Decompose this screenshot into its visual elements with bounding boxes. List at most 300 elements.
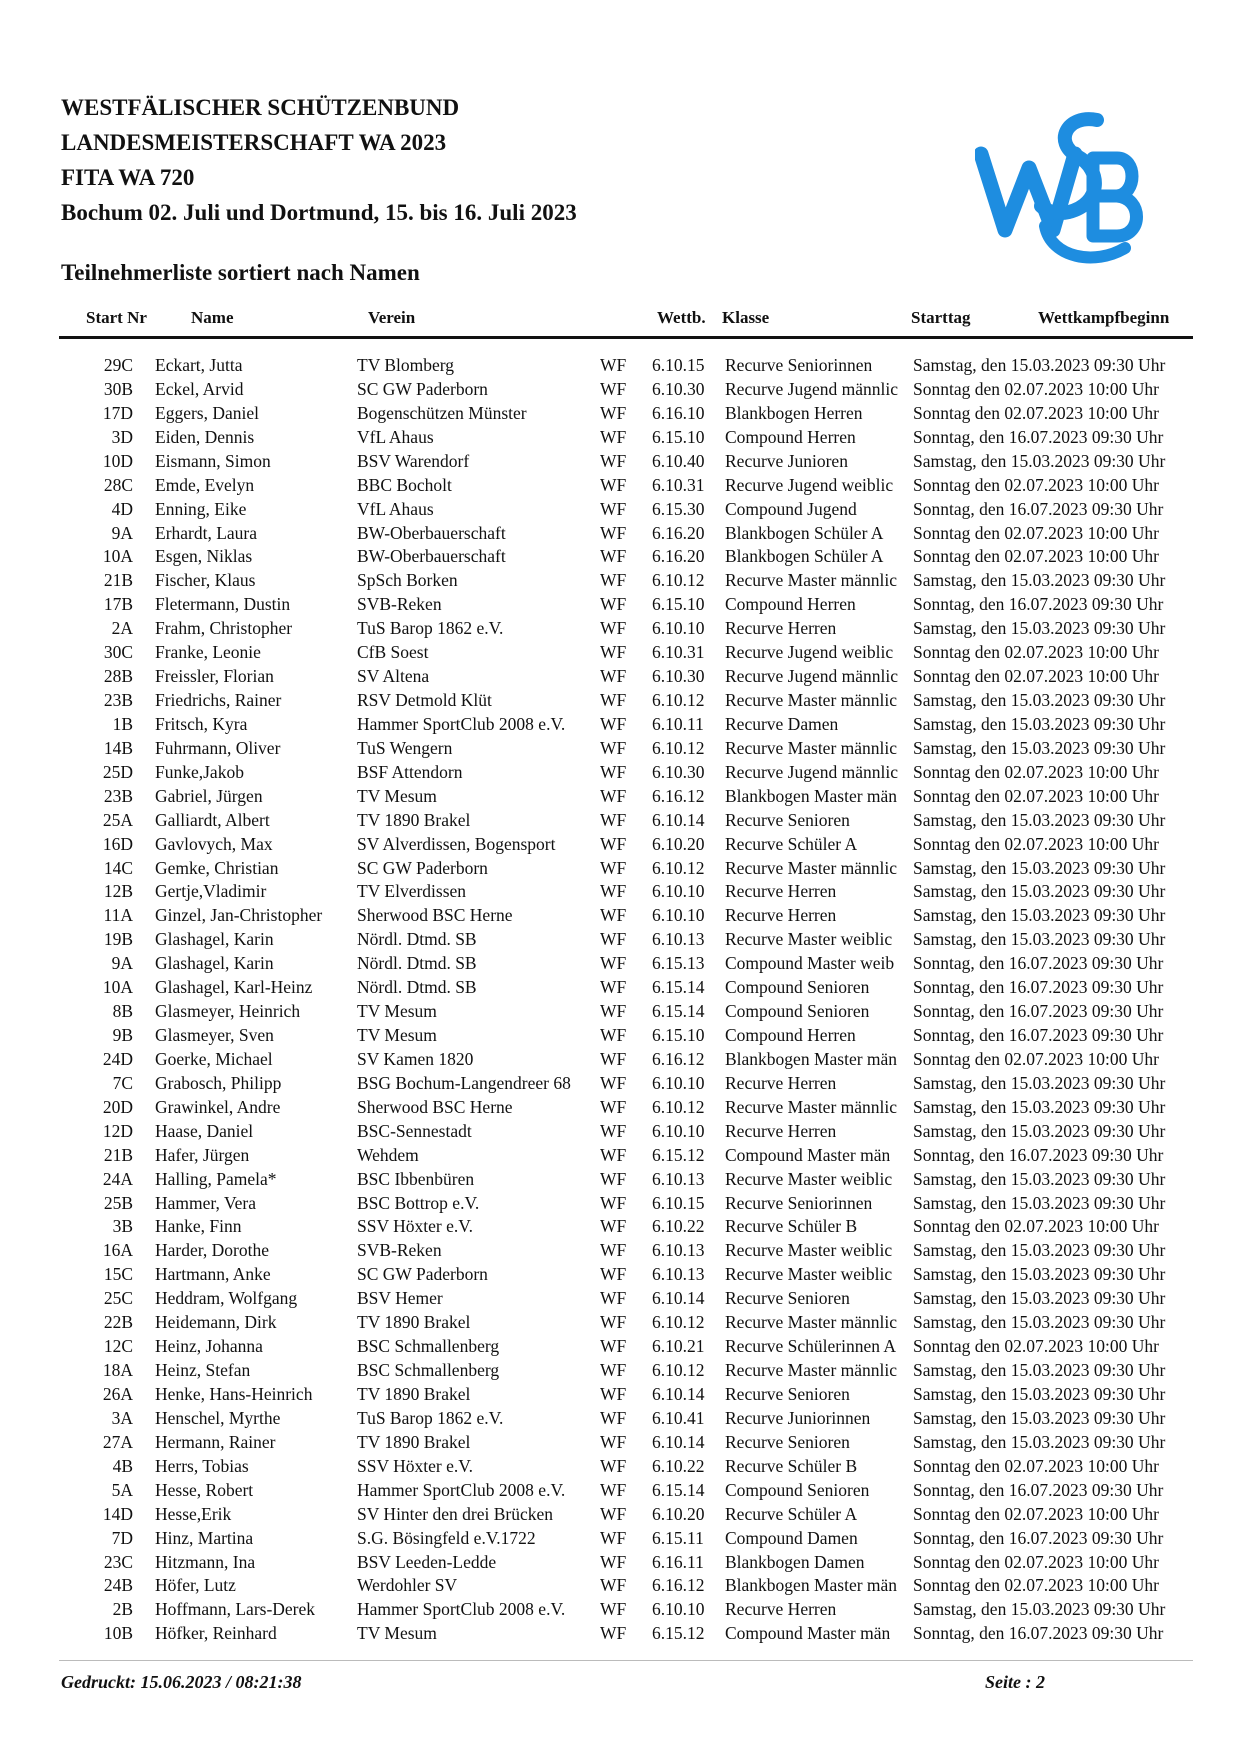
start-day: Samstag, den 15.03.2023 09:30 Uhr	[913, 1240, 1166, 1261]
col-klasse: Klasse	[722, 308, 770, 327]
club-name: SSV Höxter e.V.	[357, 1216, 474, 1237]
club-name: BW-Oberbauerschaft	[357, 522, 506, 543]
start-day: Samstag, den 15.03.2023 09:30 Uhr	[913, 1407, 1166, 1428]
competition-code: 6.10.22	[652, 1455, 705, 1476]
start-day: Samstag, den 15.03.2023 09:30 Uhr	[913, 1288, 1166, 1309]
start-day: Samstag, den 15.03.2023 09:30 Uhr	[913, 1120, 1166, 1141]
class-name: Compound Senioren	[725, 1479, 870, 1500]
start-day: Sonntag, den 16.07.2023 09:30 Uhr	[913, 1623, 1164, 1644]
start-day: Samstag, den 15.03.2023 09:30 Uhr	[913, 929, 1166, 950]
class-name: Compound Herren	[725, 594, 856, 615]
start-nr: 11A	[103, 905, 133, 926]
club-name: BSG Bochum-Langendreer 68	[357, 1072, 571, 1093]
class-name: Recurve Herren	[725, 1120, 837, 1141]
class-name: Recurve Schüler B	[725, 1216, 858, 1237]
class-name: Recurve Master männlic	[725, 1360, 898, 1381]
participant-name: Erhardt, Laura	[155, 522, 258, 543]
class-name: Recurve Master weiblic	[725, 1168, 893, 1189]
competition-code: 6.16.12	[652, 1575, 705, 1596]
region-code: WF	[600, 1072, 627, 1093]
participant-name: Haase, Daniel	[155, 1120, 254, 1141]
table-row	[0, 1240, 1240, 1264]
participant-name: Esgen, Niklas	[155, 546, 253, 567]
participant-name: Heinz, Stefan	[155, 1360, 251, 1381]
class-name: Recurve Schüler B	[725, 1455, 858, 1476]
start-day: Samstag, den 15.03.2023 09:30 Uhr	[913, 1431, 1166, 1452]
competition-code: 6.10.12	[652, 1096, 705, 1117]
club-name: Wehdem	[357, 1144, 419, 1165]
table-row	[0, 1336, 1240, 1360]
class-name: Compound Jugend	[725, 498, 857, 519]
class-name: Recurve Juniorinnen	[725, 1407, 871, 1428]
class-name: Compound Damen	[725, 1527, 858, 1548]
club-name: SVB-Reken	[357, 1240, 442, 1261]
class-name: Blankbogen Schüler A	[725, 522, 884, 543]
region-code: WF	[600, 809, 627, 830]
region-code: WF	[600, 1551, 627, 1572]
region-code: WF	[600, 642, 627, 663]
competition-code: 6.15.11	[652, 1527, 704, 1548]
start-day: Samstag, den 15.03.2023 09:30 Uhr	[913, 1096, 1166, 1117]
start-day: Sonntag, den 16.07.2023 09:30 Uhr	[913, 1479, 1164, 1500]
class-name: Compound Master män	[725, 1144, 891, 1165]
col-verein: Verein	[368, 308, 416, 327]
start-nr: 26A	[102, 1383, 133, 1404]
region-code: WF	[600, 1479, 627, 1500]
table-row	[0, 786, 1240, 810]
start-day: Sonntag, den 16.07.2023 09:30 Uhr	[913, 953, 1164, 974]
competition-code: 6.10.41	[652, 1407, 705, 1428]
start-day: Sonntag den 02.07.2023 10:00 Uhr	[913, 642, 1159, 663]
start-nr: 30C	[103, 642, 133, 663]
table-row	[0, 499, 1240, 523]
start-day: Sonntag, den 16.07.2023 09:30 Uhr	[913, 594, 1164, 615]
start-nr: 2A	[111, 618, 133, 639]
participant-name: Glashagel, Karl-Heinz	[155, 977, 313, 998]
class-name: Recurve Jugend männlic	[725, 378, 899, 399]
class-name: Recurve Jugend männlic	[725, 761, 899, 782]
start-nr: 10D	[102, 450, 133, 471]
competition-code: 6.15.14	[652, 1001, 705, 1022]
start-nr: 21B	[103, 570, 133, 591]
competition-code: 6.10.14	[652, 1288, 705, 1309]
club-name: TV 1890 Brakel	[357, 1431, 471, 1452]
region-code: WF	[600, 1312, 627, 1333]
class-name: Recurve Damen	[725, 713, 839, 734]
table-row	[0, 1001, 1240, 1025]
region-code: WF	[600, 498, 627, 519]
region-code: WF	[600, 905, 627, 926]
start-nr: 4B	[112, 1455, 133, 1476]
participant-name: Fritsch, Kyra	[155, 713, 248, 734]
start-nr: 29C	[103, 355, 133, 375]
club-name: TV Blomberg	[357, 355, 455, 375]
table-row	[0, 427, 1240, 451]
start-day: Samstag, den 15.03.2023 09:30 Uhr	[913, 809, 1166, 830]
start-day: Samstag, den 15.03.2023 09:30 Uhr	[913, 618, 1166, 639]
participant-name: Fletermann, Dustin	[155, 594, 291, 615]
region-code: WF	[600, 1383, 627, 1404]
header-line-2: LANDESMEISTERSCHAFT WA 2023	[61, 130, 447, 155]
class-name: Recurve Junioren	[725, 450, 848, 471]
club-name: SC GW Paderborn	[357, 857, 488, 878]
col-wettkampfbeginn: Wettkampfbeginn	[1038, 308, 1170, 327]
class-name: Compound Herren	[725, 1025, 856, 1046]
competition-code: 6.10.22	[652, 1216, 705, 1237]
region-code: WF	[600, 1001, 627, 1022]
class-name: Blankbogen Master män	[725, 785, 898, 806]
start-day: Samstag, den 15.03.2023 09:30 Uhr	[913, 1312, 1166, 1333]
participant-name: Glashagel, Karin	[155, 953, 274, 974]
class-name: Recurve Master weiblic	[725, 929, 893, 950]
competition-code: 6.10.10	[652, 618, 705, 639]
region-code: WF	[600, 833, 627, 854]
table-row	[0, 762, 1240, 786]
region-code: WF	[600, 1264, 627, 1285]
competition-code: 6.10.12	[652, 857, 705, 878]
page-number: Seite : 2	[985, 1672, 1045, 1692]
region-code: WF	[600, 690, 627, 711]
table-row	[0, 810, 1240, 834]
region-code: WF	[600, 1503, 627, 1524]
region-code: WF	[600, 1360, 627, 1381]
competition-code: 6.15.14	[652, 1479, 705, 1500]
table-row	[0, 475, 1240, 499]
start-nr: 9A	[111, 953, 133, 974]
competition-code: 6.15.14	[652, 977, 705, 998]
club-name: BSC Ibbenbüren	[357, 1168, 475, 1189]
start-day: Samstag, den 15.03.2023 09:30 Uhr	[913, 1168, 1166, 1189]
table-row	[0, 1408, 1240, 1432]
participant-name: Funke,Jakob	[155, 761, 244, 782]
competition-code: 6.10.10	[652, 905, 705, 926]
region-code: WF	[600, 1216, 627, 1237]
class-name: Recurve Herren	[725, 881, 837, 902]
competition-code: 6.10.30	[652, 666, 705, 687]
header-line-1: WESTFÄLISCHER SCHÜTZENBUND	[61, 95, 460, 120]
participant-name: Glasmeyer, Heinrich	[155, 1001, 301, 1022]
participant-name: Frahm, Christopher	[155, 618, 293, 639]
club-name: SVB-Reken	[357, 594, 442, 615]
participant-name: Eiden, Dennis	[155, 426, 255, 447]
class-name: Recurve Senioren	[725, 809, 850, 830]
participant-name: Fischer, Klaus	[155, 570, 256, 591]
participant-name: Grawinkel, Andre	[155, 1096, 281, 1117]
region-code: WF	[600, 881, 627, 902]
start-nr: 27A	[102, 1431, 133, 1452]
competition-code: 6.10.13	[652, 929, 705, 950]
club-name: TV Mesum	[357, 1623, 437, 1644]
start-nr: 21B	[103, 1144, 133, 1165]
club-name: TV Elverdissen	[357, 881, 467, 902]
table-row	[0, 403, 1240, 427]
club-name: BBC Bocholt	[357, 474, 452, 495]
region-code: WF	[600, 426, 627, 447]
start-nr: 24A	[102, 1168, 133, 1189]
start-day: Sonntag den 02.07.2023 10:00 Uhr	[913, 761, 1159, 782]
participant-name: Glasmeyer, Sven	[155, 1025, 274, 1046]
competition-code: 6.10.12	[652, 1360, 705, 1381]
participant-name: Hermann, Rainer	[155, 1431, 276, 1452]
competition-code: 6.15.13	[652, 953, 705, 974]
start-day: Samstag, den 15.03.2023 09:30 Uhr	[913, 1264, 1166, 1285]
start-day: Sonntag den 02.07.2023 10:00 Uhr	[913, 1503, 1159, 1524]
region-code: WF	[600, 953, 627, 974]
class-name: Recurve Master männlic	[725, 570, 898, 591]
competition-code: 6.10.10	[652, 1599, 705, 1620]
region-code: WF	[600, 1336, 627, 1357]
participant-name: Hoffmann, Lars-Derek	[155, 1599, 316, 1620]
start-nr: 3A	[111, 1407, 133, 1428]
table-row	[0, 881, 1240, 905]
table-row	[0, 1599, 1240, 1623]
region-code: WF	[600, 1240, 627, 1261]
class-name: Compound Senioren	[725, 977, 870, 998]
competition-code: 6.10.10	[652, 1120, 705, 1141]
region-code: WF	[600, 857, 627, 878]
table-row	[0, 690, 1240, 714]
table-row	[0, 1384, 1240, 1408]
region-code: WF	[600, 450, 627, 471]
competition-code: 6.16.10	[652, 402, 705, 423]
club-name: TV Mesum	[357, 1025, 437, 1046]
start-nr: 16A	[102, 1240, 133, 1261]
class-name: Blankbogen Master män	[725, 1048, 898, 1069]
participant-name: Grabosch, Philipp	[155, 1072, 282, 1093]
table-row	[0, 379, 1240, 403]
participant-name: Eismann, Simon	[155, 450, 271, 471]
competition-code: 6.10.14	[652, 1431, 705, 1452]
start-nr: 14C	[103, 857, 133, 878]
region-code: WF	[600, 594, 627, 615]
club-name: Hammer SportClub 2008 e.V.	[357, 713, 566, 734]
club-name: BSC-Sennestadt	[357, 1120, 472, 1141]
competition-code: 6.15.12	[652, 1623, 705, 1644]
table-row	[0, 1288, 1240, 1312]
table-row	[0, 1456, 1240, 1480]
region-code: WF	[600, 1192, 627, 1213]
participant-name: Harder, Dorothe	[155, 1240, 269, 1261]
region-code: WF	[600, 378, 627, 399]
class-name: Recurve Herren	[725, 1599, 837, 1620]
start-nr: 12D	[102, 1120, 133, 1141]
participant-name: Hafer, Jürgen	[155, 1144, 250, 1165]
start-nr: 22B	[103, 1312, 133, 1333]
participant-name: Heidemann, Dirk	[155, 1312, 277, 1333]
club-name: RSV Detmold Klüt	[357, 690, 492, 711]
competition-code: 6.15.30	[652, 498, 705, 519]
club-name: Werdohler SV	[357, 1575, 458, 1596]
competition-code: 6.10.11	[652, 713, 704, 734]
table-row	[0, 1360, 1240, 1384]
start-day: Sonntag den 02.07.2023 10:00 Uhr	[913, 1455, 1159, 1476]
region-code: WF	[600, 1455, 627, 1476]
competition-code: 6.10.14	[652, 1383, 705, 1404]
participant-name: Freissler, Florian	[155, 666, 274, 687]
start-day: Samstag, den 15.03.2023 09:30 Uhr	[913, 1192, 1166, 1213]
table-row	[0, 1073, 1240, 1097]
table-row	[0, 1575, 1240, 1599]
region-code: WF	[600, 1144, 627, 1165]
competition-code: 6.10.12	[652, 570, 705, 591]
table-row	[0, 1264, 1240, 1288]
competition-code: 6.16.12	[652, 785, 705, 806]
table-row	[0, 977, 1240, 1001]
region-code: WF	[600, 402, 627, 423]
table-row	[0, 1432, 1240, 1456]
table-row	[0, 570, 1240, 594]
club-name: S.G. Bösingfeld e.V.1722	[357, 1527, 536, 1548]
competition-code: 6.10.30	[652, 761, 705, 782]
participant-name: Eckart, Jutta	[155, 355, 243, 375]
club-name: Bogenschützen Münster	[357, 402, 527, 423]
participant-name: Eckel, Arvid	[155, 378, 244, 399]
start-day: Samstag, den 15.03.2023 09:30 Uhr	[913, 1383, 1166, 1404]
table-row	[0, 1216, 1240, 1240]
start-nr: 14B	[103, 737, 133, 758]
start-day: Sonntag den 02.07.2023 10:00 Uhr	[913, 833, 1159, 854]
table-row	[0, 1552, 1240, 1576]
start-nr: 8B	[112, 1001, 133, 1022]
competition-code: 6.10.20	[652, 833, 705, 854]
participant-name: Gemke, Christian	[155, 857, 279, 878]
club-name: BSV Leeden-Ledde	[357, 1551, 497, 1572]
region-code: WF	[600, 546, 627, 567]
start-nr: 3B	[112, 1216, 133, 1237]
table-row	[0, 858, 1240, 882]
club-name: SpSch Borken	[357, 570, 458, 591]
start-day: Sonntag den 02.07.2023 10:00 Uhr	[913, 1216, 1159, 1237]
competition-code: 6.15.10	[652, 426, 705, 447]
region-code: WF	[600, 1288, 627, 1309]
table-row	[0, 1025, 1240, 1049]
region-code: WF	[600, 1407, 627, 1428]
table-row	[0, 738, 1240, 762]
start-day: Sonntag, den 16.07.2023 09:30 Uhr	[913, 426, 1164, 447]
club-name: BSV Hemer	[357, 1288, 443, 1309]
table-row	[0, 523, 1240, 547]
table-row	[0, 594, 1240, 618]
start-nr: 10A	[102, 546, 133, 567]
competition-code: 6.15.12	[652, 1144, 705, 1165]
region-code: WF	[600, 929, 627, 950]
table-row	[0, 1312, 1240, 1336]
club-name: BSC Bottrop e.V.	[357, 1192, 480, 1213]
start-day: Sonntag den 02.07.2023 10:00 Uhr	[913, 666, 1159, 687]
region-code: WF	[600, 737, 627, 758]
participant-name: Gertje,Vladimir	[155, 881, 267, 902]
start-nr: 23C	[103, 1551, 133, 1572]
start-nr: 10B	[103, 1623, 133, 1644]
class-name: Blankbogen Master män	[725, 1575, 898, 1596]
start-day: Samstag, den 15.03.2023 09:30 Uhr	[913, 1599, 1166, 1620]
class-name: Recurve Master männlic	[725, 737, 898, 758]
competition-code: 6.10.31	[652, 642, 705, 663]
start-nr: 20D	[102, 1096, 133, 1117]
class-name: Recurve Herren	[725, 905, 837, 926]
header-rule	[59, 336, 1193, 339]
start-nr: 28B	[103, 666, 133, 687]
table-row	[0, 1097, 1240, 1121]
table-row	[0, 1623, 1240, 1647]
class-name: Recurve Schüler A	[725, 833, 858, 854]
region-code: WF	[600, 1096, 627, 1117]
table-row	[0, 953, 1240, 977]
table-row	[0, 1169, 1240, 1193]
header-line-3: FITA WA 720	[61, 165, 195, 190]
start-day: Sonntag den 02.07.2023 10:00 Uhr	[913, 522, 1159, 543]
class-name: Recurve Master weiblic	[725, 1264, 893, 1285]
competition-code: 6.10.13	[652, 1168, 705, 1189]
club-name: SV Altena	[357, 666, 430, 687]
club-name: SV Hinter den drei Brücken	[357, 1503, 554, 1524]
start-day: Samstag, den 15.03.2023 09:30 Uhr	[913, 570, 1166, 591]
region-code: WF	[600, 761, 627, 782]
participant-name: Heddram, Wolfgang	[155, 1288, 298, 1309]
start-day: Sonntag, den 16.07.2023 09:30 Uhr	[913, 498, 1164, 519]
footer-rule	[59, 1660, 1193, 1661]
participant-name: Hartmann, Anke	[155, 1264, 271, 1285]
table-row	[0, 1049, 1240, 1073]
participant-name: Hammer, Vera	[155, 1192, 257, 1213]
start-nr: 23B	[103, 785, 133, 806]
region-code: WF	[600, 355, 627, 375]
club-name: SV Kamen 1820	[357, 1048, 474, 1069]
competition-code: 6.10.30	[652, 378, 705, 399]
participant-name: Hanke, Finn	[155, 1216, 242, 1237]
start-nr: 4D	[111, 498, 133, 519]
start-day: Sonntag den 02.07.2023 10:00 Uhr	[913, 1336, 1159, 1357]
region-code: WF	[600, 666, 627, 687]
start-nr: 12B	[103, 881, 133, 902]
region-code: WF	[600, 1575, 627, 1596]
start-day: Sonntag den 02.07.2023 10:00 Uhr	[913, 402, 1159, 423]
participant-name: Gabriel, Jürgen	[155, 785, 263, 806]
start-day: Samstag, den 15.03.2023 09:30 Uhr	[913, 737, 1166, 758]
participant-name: Heinz, Johanna	[155, 1336, 263, 1357]
start-nr: 19B	[103, 929, 133, 950]
start-day: Sonntag, den 16.07.2023 09:30 Uhr	[913, 1527, 1164, 1548]
start-nr: 2B	[112, 1599, 133, 1620]
class-name: Recurve Schüler A	[725, 1503, 858, 1524]
start-day: Samstag, den 15.03.2023 09:30 Uhr	[913, 355, 1166, 375]
club-name: BSV Warendorf	[357, 450, 470, 471]
start-day: Samstag, den 15.03.2023 09:30 Uhr	[913, 1360, 1166, 1381]
club-name: BSC Schmallenberg	[357, 1336, 500, 1357]
competition-code: 6.10.31	[652, 474, 705, 495]
start-day: Samstag, den 15.03.2023 09:30 Uhr	[913, 905, 1166, 926]
class-name: Recurve Master männlic	[725, 1312, 898, 1333]
class-name: Compound Master män	[725, 1623, 891, 1644]
printed-timestamp: Gedruckt: 15.06.2023 / 08:21:38	[61, 1672, 302, 1692]
club-name: TuS Barop 1862 e.V.	[357, 618, 504, 639]
participant-name: Hesse,Erik	[155, 1503, 232, 1524]
competition-code: 6.10.14	[652, 809, 705, 830]
competition-code: 6.10.13	[652, 1264, 705, 1285]
start-nr: 24D	[102, 1048, 133, 1069]
competition-code: 6.10.40	[652, 450, 705, 471]
class-name: Recurve Seniorinnen	[725, 1192, 873, 1213]
participant-name: Emde, Evelyn	[155, 474, 255, 495]
start-nr: 12C	[103, 1336, 133, 1357]
class-name: Recurve Jugend männlic	[725, 666, 899, 687]
table-row	[0, 546, 1240, 570]
region-code: WF	[600, 1048, 627, 1069]
start-nr: 10A	[102, 977, 133, 998]
participant-name: Hitzmann, Ina	[155, 1551, 256, 1572]
club-name: TV 1890 Brakel	[357, 1383, 471, 1404]
club-name: BW-Oberbauerschaft	[357, 546, 506, 567]
